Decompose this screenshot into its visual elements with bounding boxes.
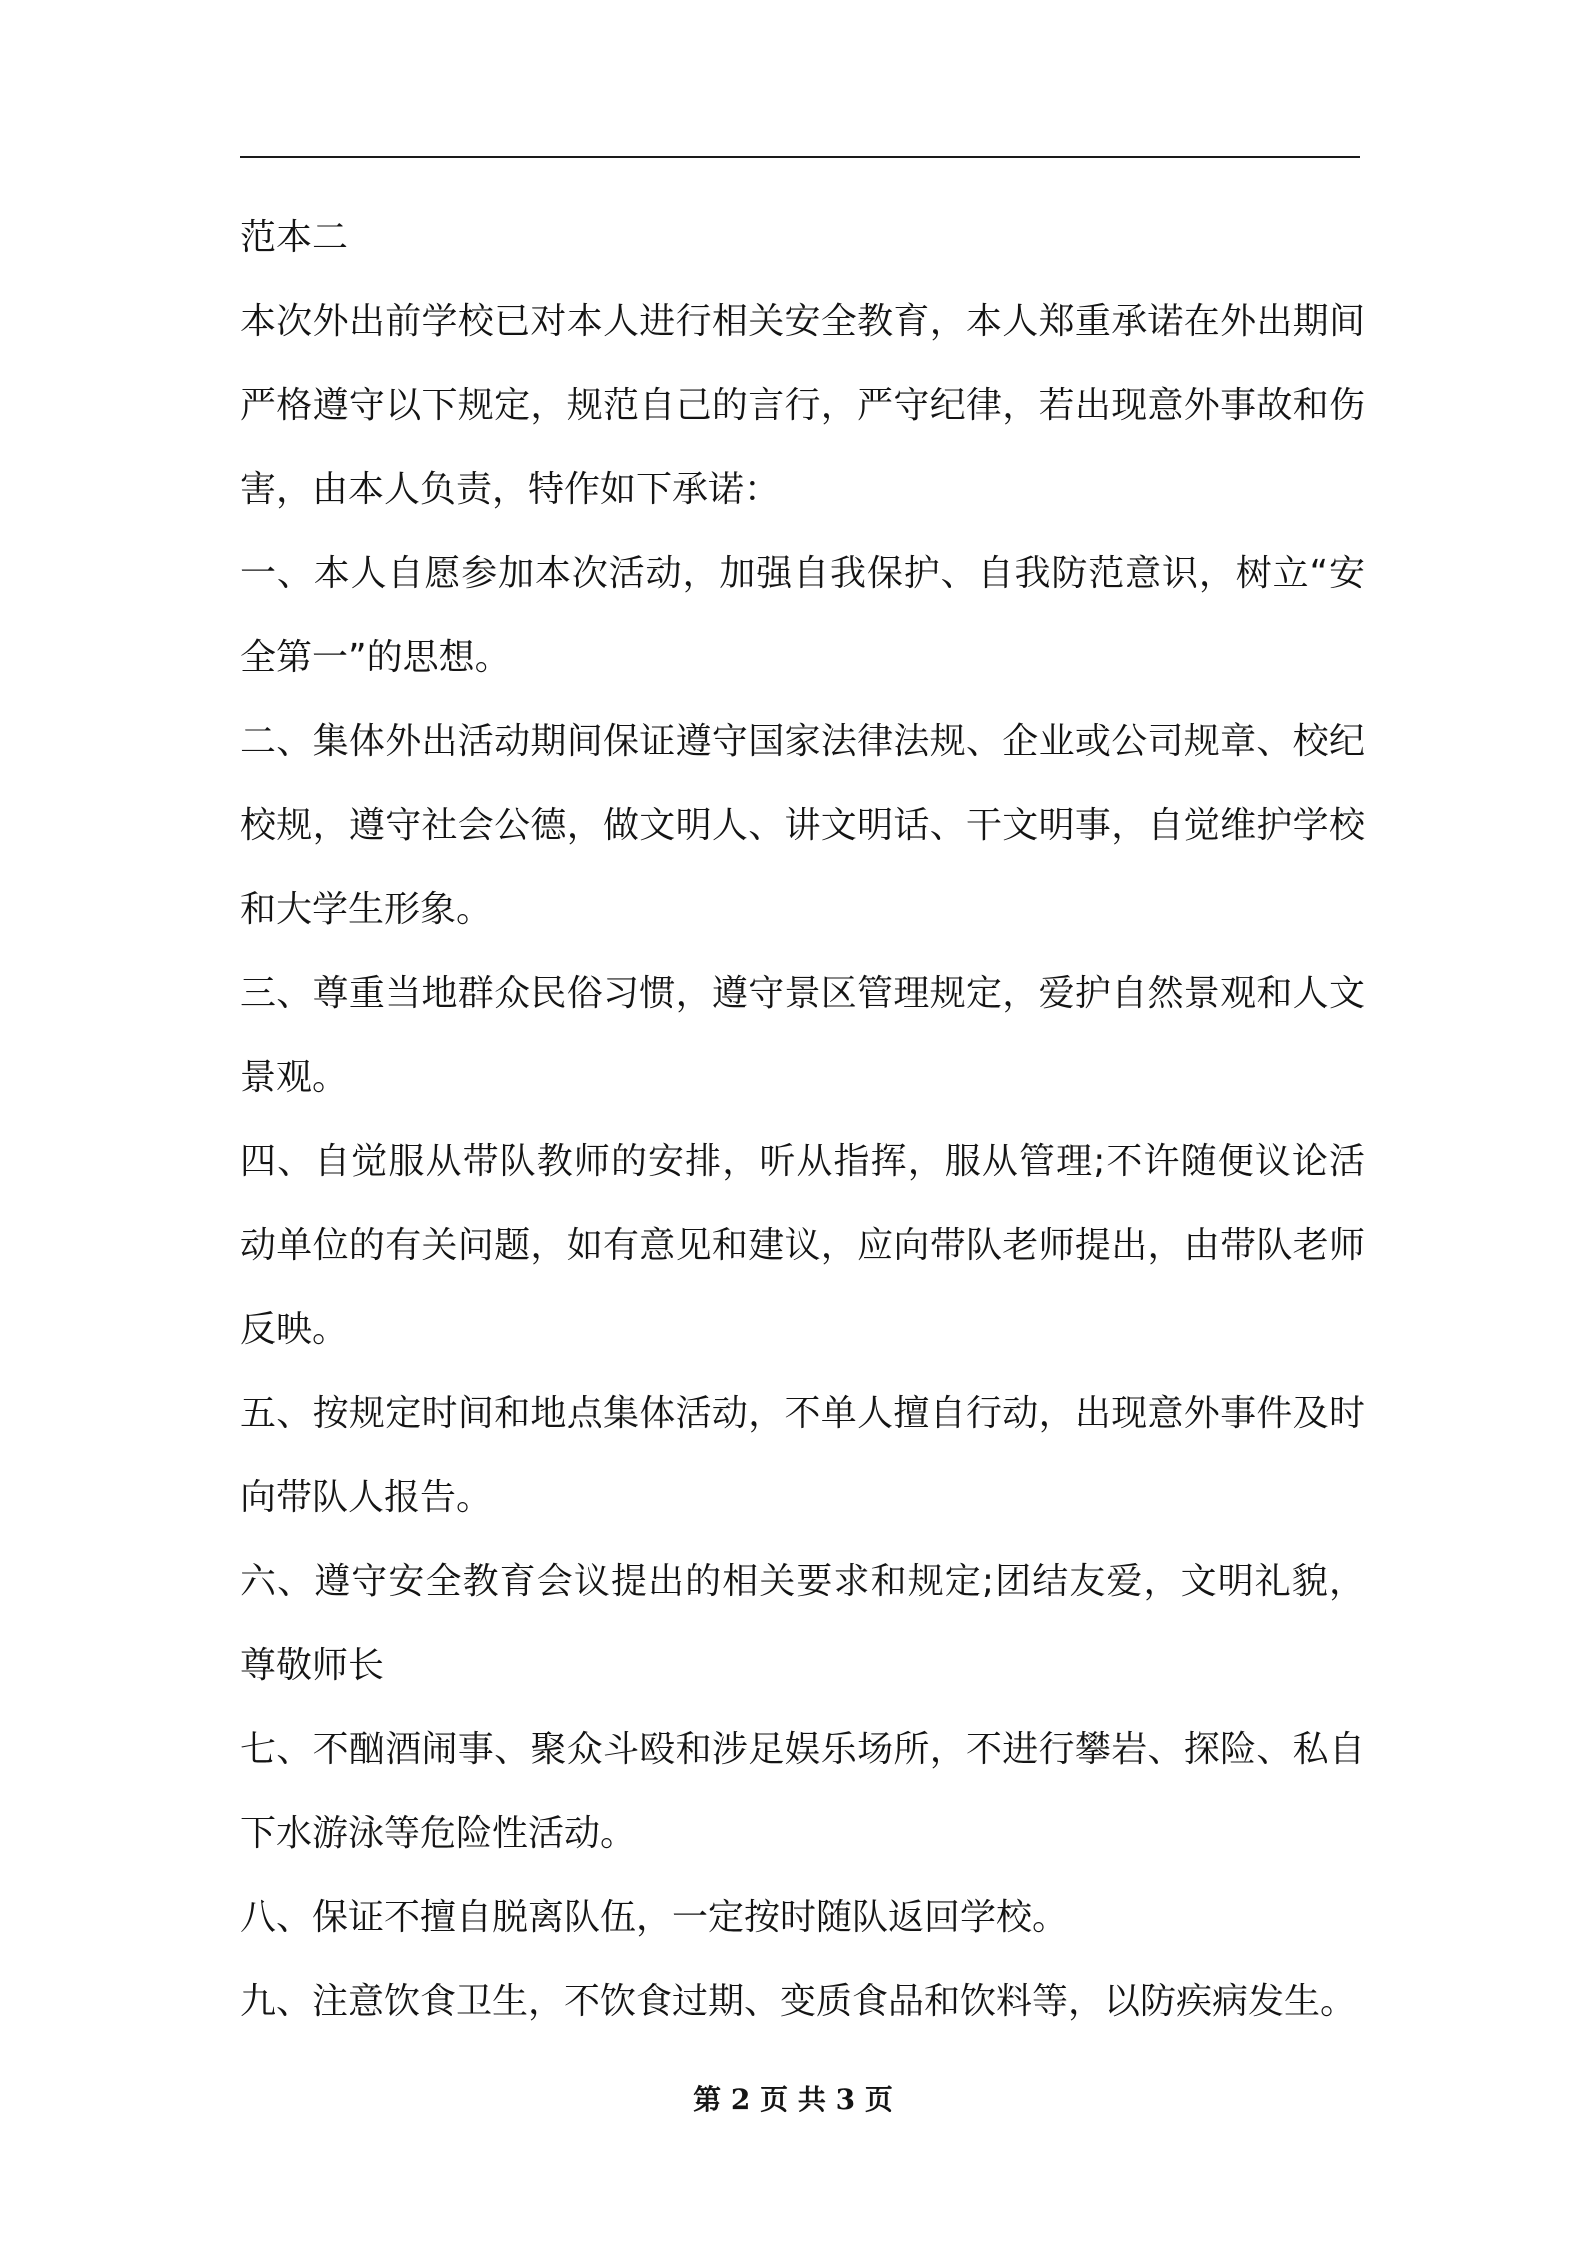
header-divider (240, 156, 1360, 158)
clause-2: 二、集体外出活动期间保证遵守国家法律法规、企业或公司规章、校纪校规，遵守社会公德，做文明人、讲文明话、干文明事，自觉维护学校和大学生形象。 (240, 721, 1365, 930)
clause-3: 三、尊重当地群众民俗习惯，遵守景区管理规定，爱护自然景观和人文景观。 (240, 973, 1365, 1098)
intro-paragraph: 本次外出前学校已对本人进行相关安全教育，本人郑重承诺在外出期间严格遵守以下规定，规范自己的言行，严守纪律，若出现意外事故和伤害，由本人负责，特作如下承诺： (240, 301, 1365, 510)
clause-7: 七、不酗酒闹事、聚众斗殴和涉足娱乐场所，不进行攀岩、探险、私自下水游泳等危险性活动。 (240, 1729, 1365, 1854)
section-heading: 范本二 (240, 217, 349, 258)
clause-4: 四、自觉服从带队教师的安排，听从指挥，服从管理;不许随便议论活动单位的有关问题，如有意见和建议，应向带队老师提出，由带队老师反映。 (240, 1141, 1365, 1350)
clause-5: 五、按规定时间和地点集体活动，不单人擅自行动，出现意外事件及时向带队人报告。 (240, 1393, 1365, 1518)
clause-1: 一、本人自愿参加本次活动，加强自我保护、自我防范意识，树立“安全第一”的思想。 (240, 553, 1365, 678)
clause-6: 六、遵守安全教育会议提出的相关要求和规定;团结友爱，文明礼貌，尊敬师长 (240, 1561, 1365, 1686)
page-number-footer: 第 2 页 共 3 页 (693, 2083, 893, 2116)
document-body (240, 196, 1365, 2044)
clause-8: 八、保证不擅自脱离队伍，一定按时随队返回学校。 (240, 1897, 1069, 1938)
clause-9: 九、注意饮食卫生，不饮食过期、变质食品和饮料等，以防疾病发生。 (240, 1981, 1357, 2022)
